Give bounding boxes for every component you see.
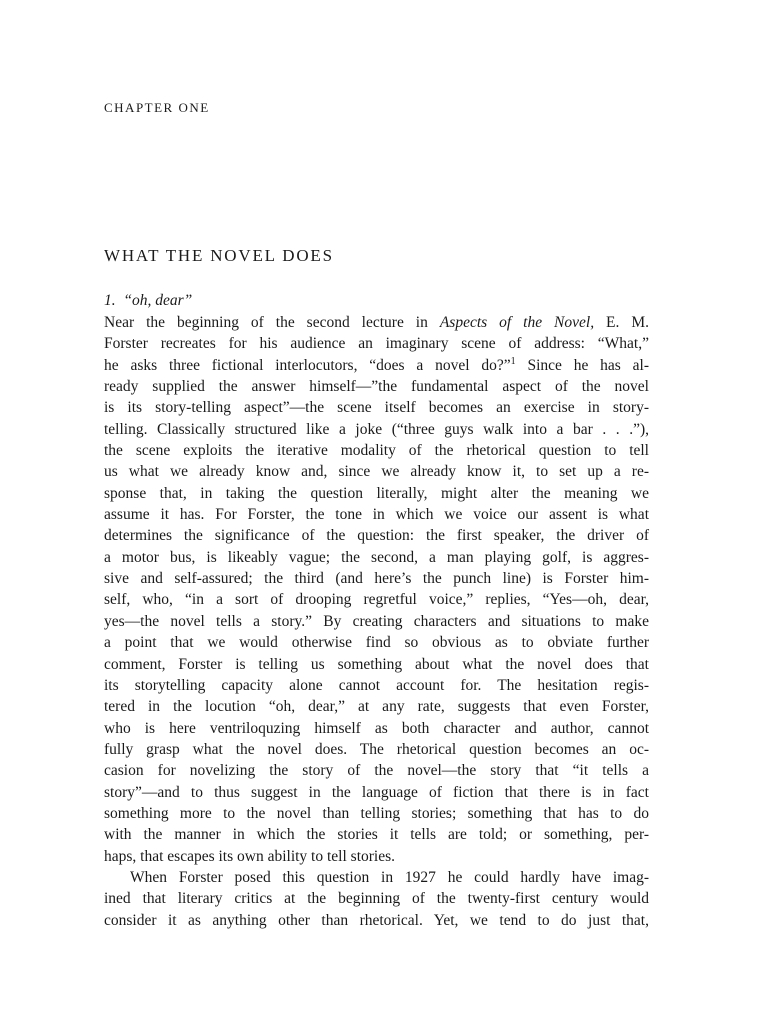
section-heading — [104, 292, 192, 310]
paragraph-line: fully grasp what the novel does. The rhetorical question becomes an oc- — [104, 740, 649, 758]
paragraph-line: self, who, “in a sort of drooping regretful voice,” replies, “Yes—oh, dear, — [104, 591, 649, 609]
paragraph-line: telling. Classically structured like a joke (“three guys walk into a bar . . .”), — [104, 420, 649, 438]
paragraph-1-lines — [104, 376, 649, 846]
paragraph-line: something more to the novel than telling stories; something that has to do — [104, 804, 649, 822]
paragraph-line: is its story-telling aspect”—the scene itself becomes an exercise in story- — [104, 399, 649, 417]
paragraph-line: tered in the locution “oh, dear,” at any rate, suggests that even Forster, — [104, 698, 649, 716]
paragraph-line: ready supplied the answer himself—”the fundamental aspect of the novel — [104, 378, 649, 396]
paragraph-2-lines — [104, 867, 649, 931]
paragraph-line: When Forster posed this question in 1927 he could hardly have imag- — [130, 868, 649, 886]
paragraph-line: with the manner in which the stories it tells are told; or something, per- — [104, 826, 649, 844]
body-text — [104, 312, 649, 931]
paragraph-line: who is here ventriloquzing himself as both character and author, cannot — [104, 719, 649, 737]
paragraph-line: its storytelling capacity alone cannot account for. The hesitation regis- — [104, 676, 649, 694]
chapter-label: CHAPTER ONE — [104, 100, 210, 115]
paragraph-line: Near the beginning of the second lecture in Aspects of the Novel, E. M. — [104, 314, 649, 331]
paragraph-line: a motor bus, is likeably vague; the second, a man playing golf, is aggres- — [104, 548, 649, 566]
paragraph-line: assume it has. For Forster, the tone in which we voice our assent is what — [104, 506, 649, 524]
paragraph-line: yes—the novel tells a story.” By creating characters and situations to make — [104, 612, 649, 630]
paragraph-line: us what we already know and, since we already know it, to set up a re- — [104, 463, 649, 481]
paragraph-line: casion for novelizing the story of the novel—the story that “it tells a — [104, 762, 649, 780]
paragraph-line: a point that we would otherwise find so obvious as to obviate further — [104, 634, 649, 652]
paragraph-line: Forster recreates for his audience an imaginary scene of address: “What,” — [104, 335, 649, 353]
section-title: “oh, dear” — [123, 292, 193, 309]
paragraph-line: consider it as anything other than rhetorical. Yet, we tend to do just that, — [104, 911, 649, 929]
paragraph-line: determines the significance of the question: the first speaker, the driver of — [104, 527, 649, 545]
paragraph-line-last: haps, that escapes its own ability to tell stories. — [104, 847, 396, 865]
paragraph-line: story”—and to thus suggest in the language of fiction that there is in fact — [104, 783, 649, 801]
paragraph-line: comment, Forster is telling us something about what the novel does that — [104, 655, 649, 673]
book-title-italic: Aspects of the Novel, — [439, 314, 595, 331]
paragraph-line: ined that literary critics at the beginning of the twenty-first century would — [104, 890, 649, 908]
footnote-marker: 1 — [510, 355, 516, 367]
chapter-title: WHAT THE NOVEL DOES — [104, 246, 334, 265]
paragraph-line: he asks three fictional interlocutors, “does a novel do?”$^1$ Since he has al- — [104, 355, 649, 374]
paragraph-line: sive and self-assured; the third (and here’s the punch line) is Forster him- — [104, 570, 649, 588]
paragraph-line: sponse that, in taking the question literally, might alter the meaning we — [104, 484, 649, 502]
section-number: 1. — [104, 292, 116, 309]
paragraph-line: the scene exploits the iterative modality of the rhetorical question to tell — [104, 442, 649, 460]
